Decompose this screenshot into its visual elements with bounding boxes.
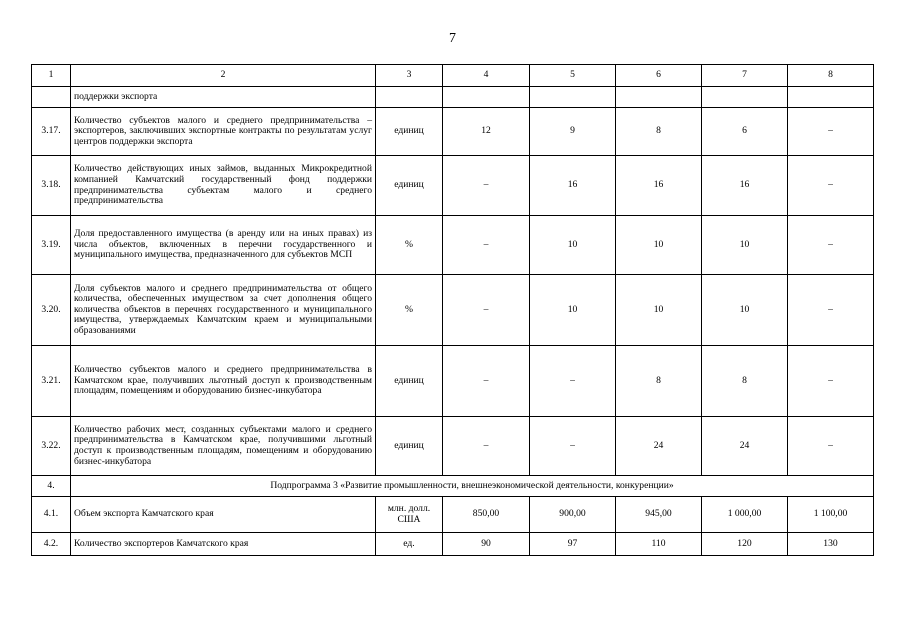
value-cell: [530, 87, 616, 108]
value-cell: 90: [443, 533, 530, 556]
unit-cell: %: [376, 216, 443, 275]
desc-cell: Количество рабочих мест, созданных субъектами малого и среднего предпринимательства в Камчатском крае, получившими льготный доступ к производственным площадям, помещениям и оборудованию бизнес-инкубатора: [71, 417, 376, 476]
value-cell: 12: [443, 108, 530, 156]
value-cell: 16: [702, 156, 788, 216]
value-cell: –: [788, 346, 874, 417]
num-cell: 3.19.: [32, 216, 71, 275]
num-cell: 4.1.: [32, 497, 71, 533]
page-number: 7: [449, 31, 456, 46]
desc-cell: Количество субъектов малого и среднего предпринимательства – экспортеров, заключивших экспортные контракты по результатам услуг центров поддержки экспорта: [71, 108, 376, 156]
unit-cell: единиц: [376, 156, 443, 216]
num-cell: 3.21.: [32, 346, 71, 417]
table-row: [32, 216, 874, 275]
header-cell: 4: [443, 65, 530, 87]
desc-cell: Доля субъектов малого и среднего предпринимательства от общего количества, обеспеченных имуществом за счет дополнения общего количества объектов в перечнях государственного и муниципального имущества, утверждаемых Камчатским краем и муниципальными образованиями: [71, 275, 376, 346]
unit-cell: %: [376, 275, 443, 346]
desc-cell: Объем экспорта Камчатского края: [71, 497, 376, 533]
value-cell: –: [530, 346, 616, 417]
value-cell: 97: [530, 533, 616, 556]
value-cell: [443, 87, 530, 108]
desc-cell: Доля предоставленного имущества (в аренду или на иных правах) из числа объектов, включенных в перечни государственного и муниципального имущества, предназначенного для субъектов МСП: [71, 216, 376, 275]
subprogram-title: Подпрограмма 3 «Развитие промышленности, внешнеэкономической деятельности, конкуренции»: [71, 476, 874, 497]
value-cell: [702, 87, 788, 108]
header-cell: 8: [788, 65, 874, 87]
num-cell: 4.2.: [32, 533, 71, 556]
value-cell: 110: [616, 533, 702, 556]
value-cell: 10: [530, 216, 616, 275]
value-cell: 10: [702, 275, 788, 346]
value-cell: 16: [616, 156, 702, 216]
unit-cell: [376, 87, 443, 108]
table-row: [32, 346, 874, 417]
value-cell: –: [788, 417, 874, 476]
num-cell: 3.18.: [32, 156, 71, 216]
table-row: [32, 497, 874, 533]
table-row: [32, 156, 874, 216]
table-row: [32, 417, 874, 476]
value-cell: –: [788, 275, 874, 346]
value-cell: 10: [530, 275, 616, 346]
table-header-row: [32, 65, 874, 87]
value-cell: [788, 87, 874, 108]
value-cell: 8: [616, 346, 702, 417]
value-cell: –: [530, 417, 616, 476]
unit-cell: млн. долл. США: [376, 497, 443, 533]
desc-cell: Количество действующих иных займов, выданных Микрокредитной компанией Камчатский государственный фонд поддержки предпринимательства субъектам малого и среднего предпринимательства: [71, 156, 376, 216]
value-cell: 900,00: [530, 497, 616, 533]
indicators-table: [31, 64, 874, 556]
num-cell: 3.17.: [32, 108, 71, 156]
subprogram-row: [32, 476, 874, 497]
value-cell: 16: [530, 156, 616, 216]
value-cell: 10: [702, 216, 788, 275]
num-cell: [32, 87, 71, 108]
value-cell: 6: [702, 108, 788, 156]
desc-cell: Количество субъектов малого и среднего предпринимательства в Камчатском крае, получивших льготный доступ к производственным площадям, помещениям и оборудованию бизнес-инкубатора: [71, 346, 376, 417]
value-cell: –: [443, 346, 530, 417]
header-cell: 5: [530, 65, 616, 87]
table-row: [32, 275, 874, 346]
value-cell: [616, 87, 702, 108]
value-cell: –: [443, 216, 530, 275]
header-cell: 6: [616, 65, 702, 87]
value-cell: 10: [616, 275, 702, 346]
unit-cell: единиц: [376, 108, 443, 156]
header-cell: 2: [71, 65, 376, 87]
value-cell: 24: [616, 417, 702, 476]
unit-cell: единиц: [376, 417, 443, 476]
value-cell: 1 100,00: [788, 497, 874, 533]
unit-cell: ед.: [376, 533, 443, 556]
header-cell: 3: [376, 65, 443, 87]
value-cell: –: [443, 275, 530, 346]
value-cell: –: [788, 108, 874, 156]
value-cell: 9: [530, 108, 616, 156]
header-cell: 1: [32, 65, 71, 87]
value-cell: –: [788, 216, 874, 275]
value-cell: 945,00: [616, 497, 702, 533]
value-cell: 8: [616, 108, 702, 156]
value-cell: –: [788, 156, 874, 216]
header-cell: 7: [702, 65, 788, 87]
table-row: [32, 108, 874, 156]
table-row: [32, 533, 874, 556]
value-cell: 130: [788, 533, 874, 556]
num-cell: 3.22.: [32, 417, 71, 476]
desc-cell: Количество экспортеров Камчатского края: [71, 533, 376, 556]
continuation-cell: поддержки экспорта: [71, 87, 376, 108]
value-cell: –: [443, 417, 530, 476]
table-row: [32, 87, 874, 108]
value-cell: 850,00: [443, 497, 530, 533]
value-cell: –: [443, 156, 530, 216]
value-cell: 10: [616, 216, 702, 275]
unit-cell: единиц: [376, 346, 443, 417]
value-cell: 24: [702, 417, 788, 476]
num-cell: 4.: [32, 476, 71, 497]
value-cell: 1 000,00: [702, 497, 788, 533]
num-cell: 3.20.: [32, 275, 71, 346]
value-cell: 8: [702, 346, 788, 417]
value-cell: 120: [702, 533, 788, 556]
